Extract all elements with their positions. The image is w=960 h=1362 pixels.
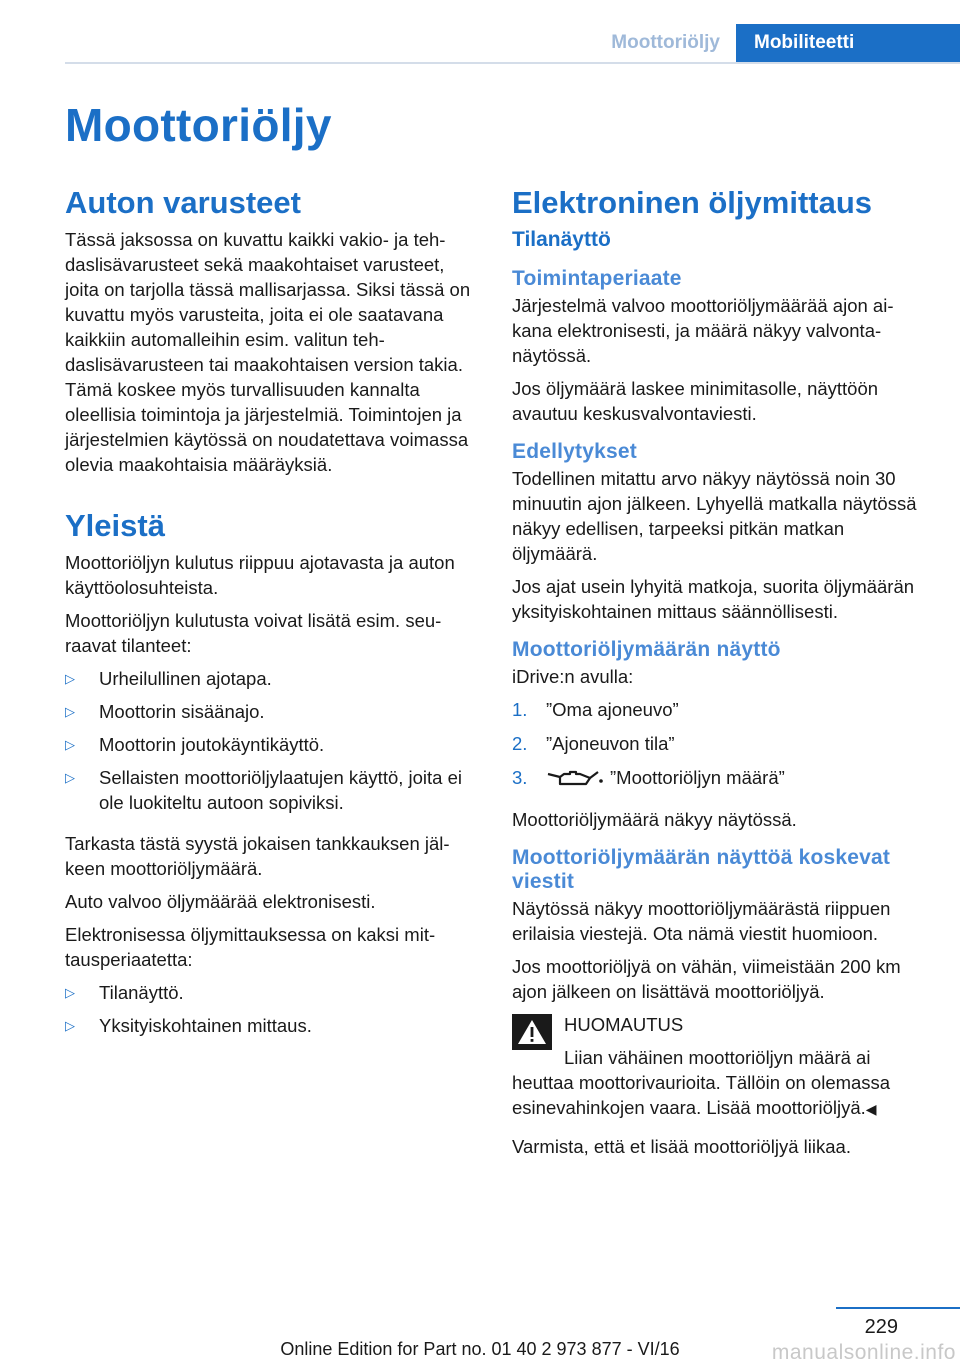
general-heading: Yleistä (65, 508, 165, 543)
list-item: ▷ Urheilullinen ajotapa. (65, 668, 272, 689)
list-item: ▷ Moottorin sisäänajo. (65, 701, 265, 722)
notice-title: HUOMAUTUS (564, 1014, 684, 1035)
oil-display-intro: iDrive:n avulla: (512, 666, 634, 687)
bullet-triangle-icon: ▷ (65, 704, 75, 719)
list-item: ▷ Tilanäyttö. (65, 982, 184, 1003)
principle-paragraph: Jos öljymäärä laskee minimitasolle, näyttöön avautuu keskusvalvontaviesti. (512, 378, 879, 424)
electronic-oil-heading: Elektroninen öljymittaus (512, 185, 873, 220)
principle-heading: Toimintaperiaate (512, 267, 682, 290)
oil-display-after: Moottoriöljymäärä näkyy näytössä. (512, 809, 797, 830)
general-paragraph: Tarkasta tästä syystä jokaisen tankkauksen jälkeen moottoriöljymäärä. (65, 833, 450, 879)
status-display-heading: Tilanäyttö (512, 228, 611, 251)
equipment-text: Tässä jaksossa on kuvattu kaikki vakio- ja tehdaslisävarusteet sekä maakohtaiset varusteet, joita on tarjolla tässä mallisarjassa. Siksi tässä on kuvattu myös varusteita, joita ei ole saatavana kaikkiin automalleihin esim. valitun tehdaslisävarusteen tai maakohtaisen version takia. Tämä koskee myös turvallisuuden kannalta oleellisia toimintoja ja järjestelmiä. Toimintojen ja järjestelmien käytössä on noudatettava voimassa olevia maakohtaisia määräyksiä. (65, 229, 471, 475)
step-number: 1. (512, 699, 528, 720)
messages-paragraph: Jos moottoriöljyä on vähän, viimeistään 200 km ajon jälkeen on lisättävä moottoriöljyä. (512, 956, 901, 1002)
messages-heading: Moottoriöljymäärän näyttöä koskevat viestit (512, 846, 891, 893)
requirements-heading: Edellytykset (512, 440, 637, 463)
general-paragraph: Elektronisessa öljymittauksessa on kaksi mittausperiaatetta: (65, 924, 436, 970)
principle-paragraph: Järjestelmä valvoo moottoriöljymäärää ajon aikana elektronisesti, ja määrä näkyy valvontanäytössä. (512, 295, 894, 366)
list-item: ▷ Sellaisten moottoriöljylaatujen käyttö, joita ei ole luokiteltu autoon sopiviksi. (65, 767, 462, 813)
general-paragraph: Moottoriöljyn kulutusta voivat lisätä esim. seuraavat tilanteet: (65, 610, 442, 656)
right-column (512, 184, 926, 1167)
warning-icon (512, 1014, 552, 1050)
oil-can-icon (546, 768, 606, 788)
list-item: ▷ Yksityiskohtainen mittaus. (65, 1015, 312, 1036)
equipment-heading: Auton varusteet (65, 185, 301, 220)
idrive-steps-list (512, 697, 926, 799)
header-tabs (595, 24, 960, 62)
list-item (512, 765, 926, 799)
list-item (512, 731, 926, 765)
end-marker-icon: ◀ (865, 1101, 877, 1117)
edition-footer: Online Edition for Part no. 01 40 2 973 877 - VI/16 (280, 1339, 680, 1359)
header-rule (65, 62, 960, 64)
bullet-triangle-icon: ▷ (65, 737, 75, 752)
bullet-triangle-icon: ▷ (65, 671, 75, 686)
measurement-principles-list (65, 980, 481, 1046)
notice-block (512, 1012, 926, 1122)
list-item: ▷ Moottorin joutokäyntikäyttö. (65, 734, 325, 755)
consumption-factors-list (65, 666, 481, 823)
requirements-paragraph: Todellinen mitattu arvo näkyy näytössä noin 30 minuutin ajon jälkeen. Lyhyellä matkalla näytössä näkyy edellisen, tarpeeksi pitkän matkan öljymäärä. (512, 468, 917, 564)
page-title: Moottoriöljy (65, 99, 332, 151)
bullet-triangle-icon: ▷ (65, 1018, 75, 1033)
messages-paragraph: Näytössä näkyy moottoriöljymäärästä riippuen erilaisia viestejä. Ota nämä viestit huomioon. (512, 898, 891, 944)
tab-section[interactable]: Moottoriöljy (595, 24, 736, 62)
requirements-paragraph: Jos ajat usein lyhyitä matkoja, suorita öljymäärän yksityiskohtainen mittaus säännöllisesti. (512, 576, 915, 622)
list-item (512, 697, 926, 731)
notice-first-line: Liian vähäinen moottoriöljyn määrä ai (564, 1047, 871, 1068)
step-text: ”Oma ajoneuvo” (546, 699, 679, 720)
step-text: ”Moottoriöljyn määrä” (610, 767, 785, 788)
page-number: 229 (864, 1316, 898, 1338)
bullet-triangle-icon: ▷ (65, 985, 75, 1000)
messages-paragraph: Varmista, että et lisää moottoriöljyä liikaa. (512, 1136, 851, 1157)
general-paragraph: Auto valvoo öljymäärää elektronisesti. (65, 891, 376, 912)
watermark: manualsonline.info (771, 1341, 956, 1362)
step-number: 2. (512, 733, 528, 754)
step-text: ”Ajoneuvon tila” (546, 733, 675, 754)
step-number: 3. (512, 767, 528, 788)
notice-text: heuttaa moottorivaurioita. Tällöin on olemassa esinevahinkojen vaara. Lisää moottoriöljyä.◀ (512, 1072, 891, 1118)
tab-chapter[interactable]: Mobiliteetti (736, 24, 960, 62)
bullet-triangle-icon: ▷ (65, 770, 75, 785)
general-paragraph: Moottoriöljyn kulutus riippuu ajotavasta ja auton käyttöolosuhteista. (65, 552, 455, 598)
oil-display-heading: Moottoriöljymäärän näyttö (512, 638, 781, 661)
footer-rule (836, 1307, 960, 1309)
left-column (65, 184, 481, 1054)
